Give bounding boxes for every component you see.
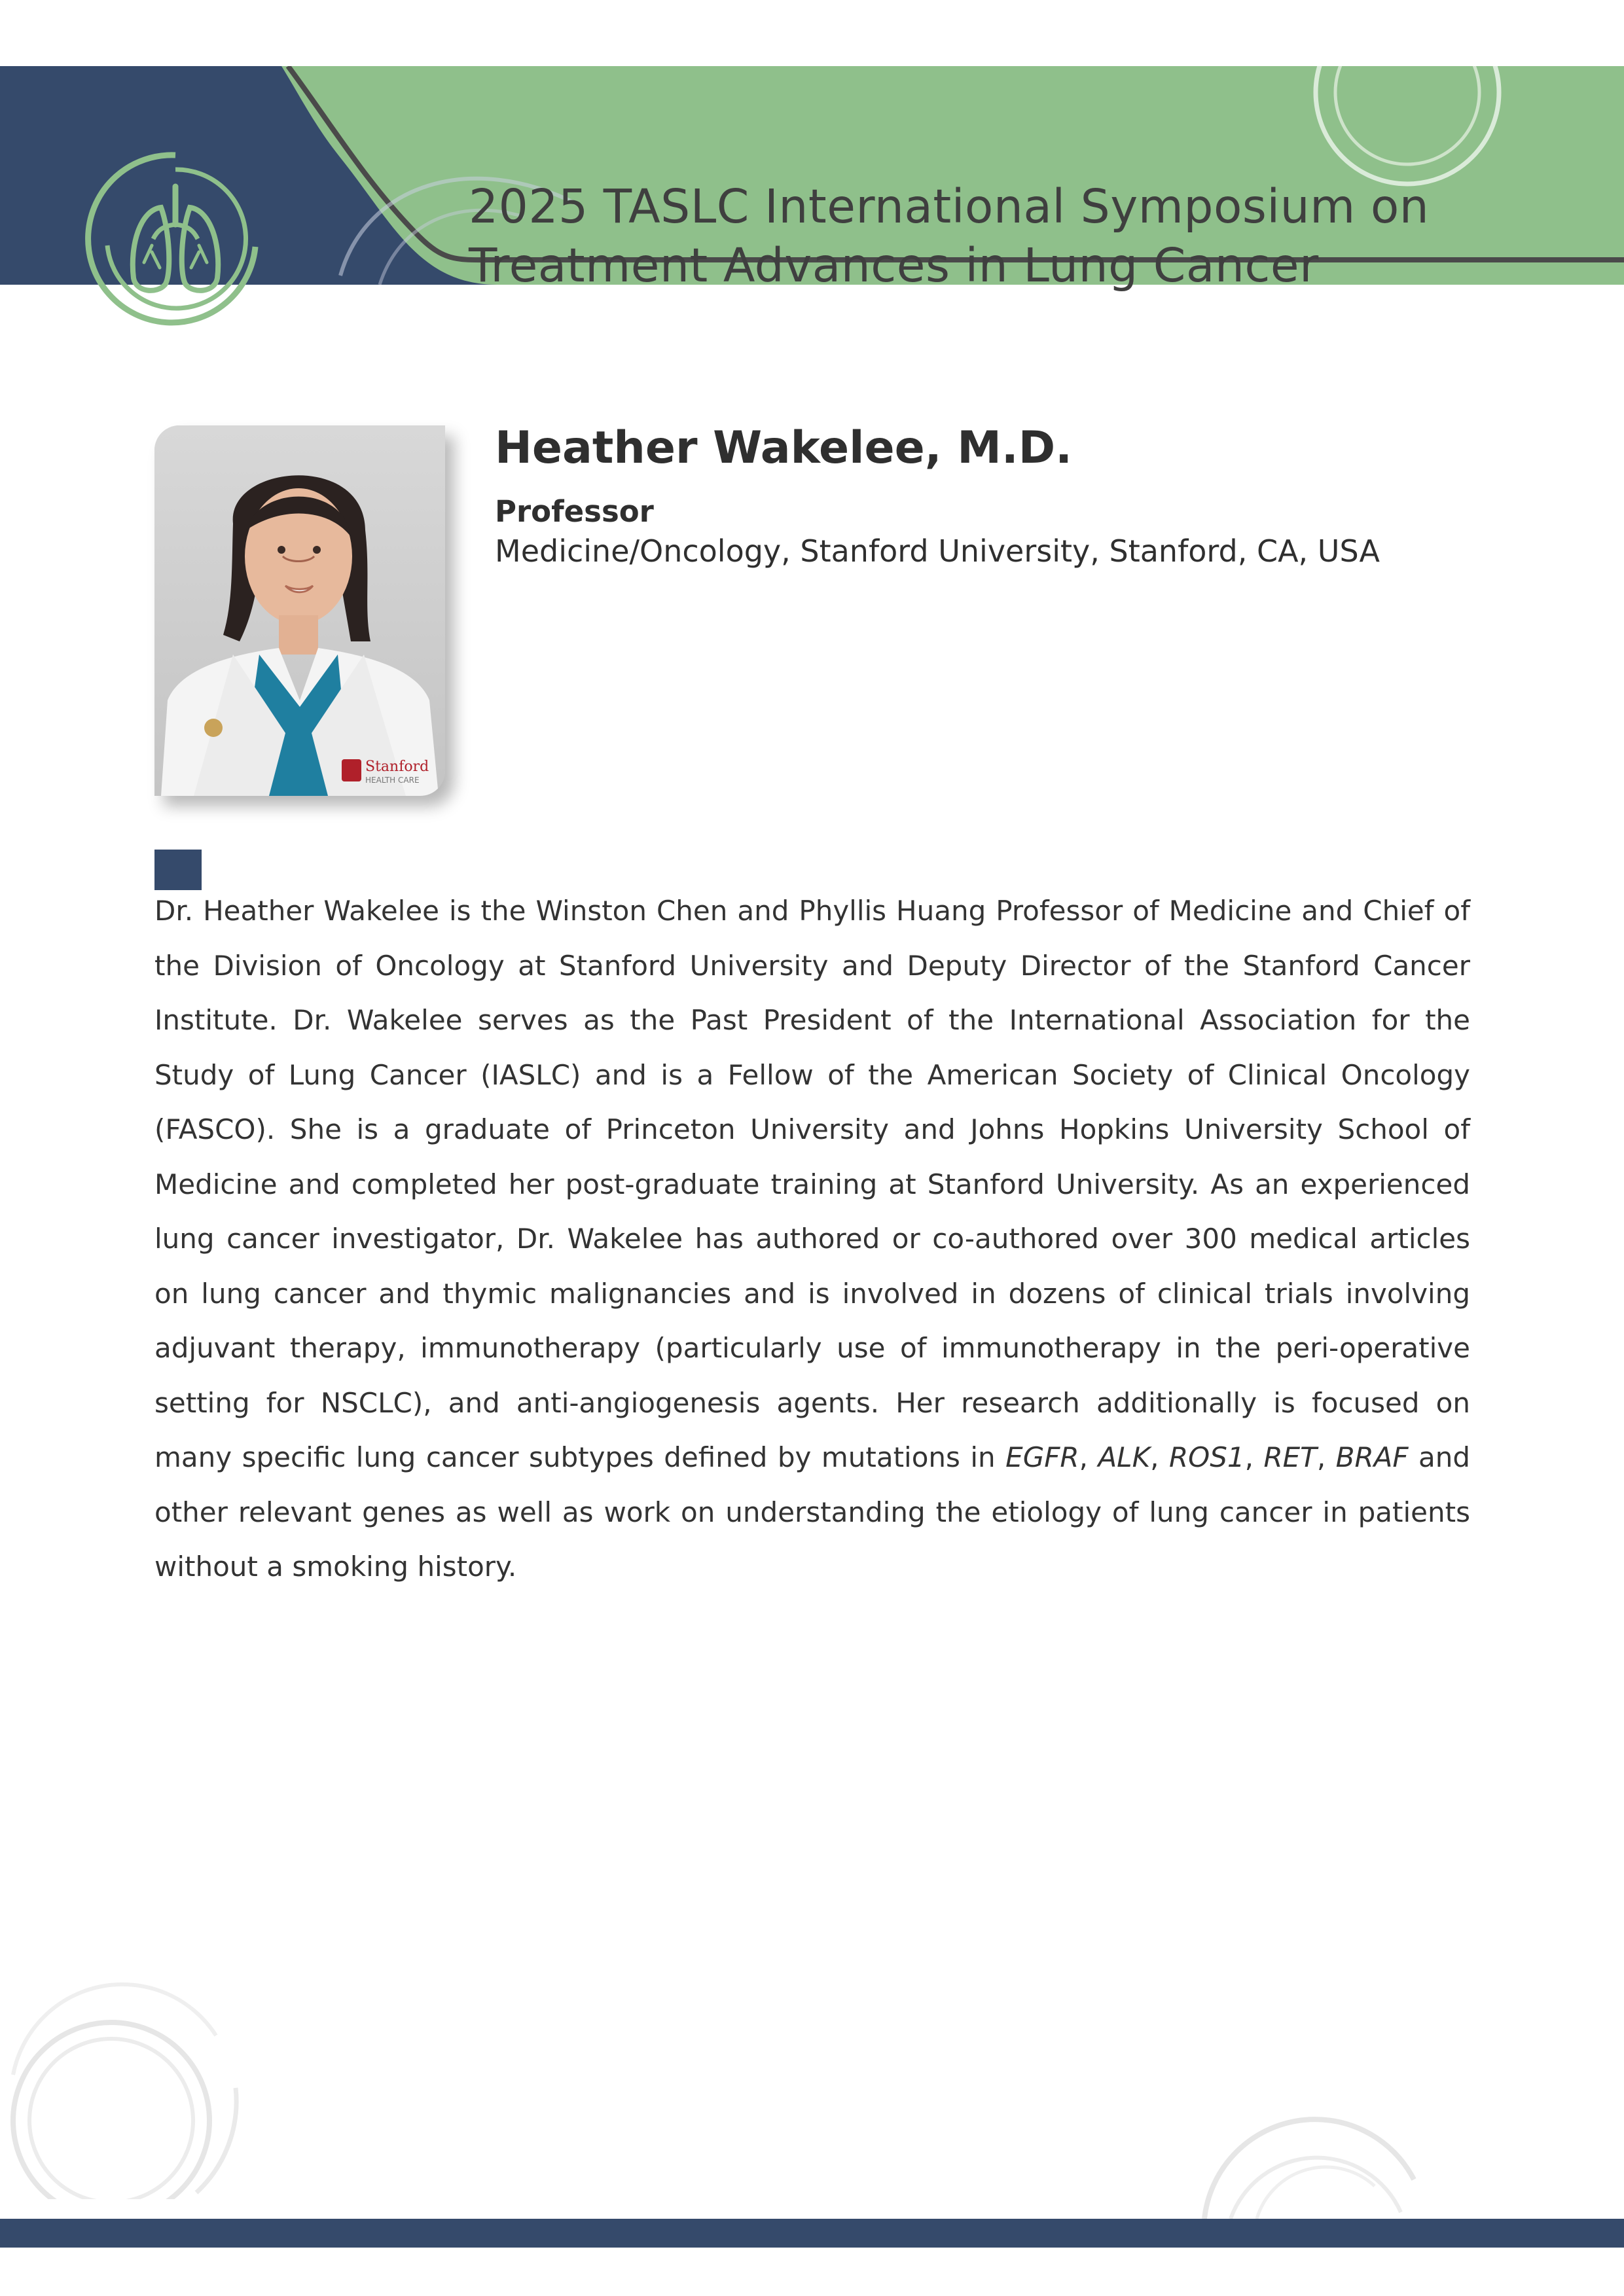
speaker-photo <box>154 425 445 796</box>
event-title <box>469 177 1608 295</box>
bio-sep3: , <box>1244 1441 1264 1473</box>
speaker-title: Professor <box>495 494 654 529</box>
speaker-portrait <box>154 425 445 796</box>
event-title-line1: 2025 TASLC International Symposium on <box>469 179 1430 234</box>
decorative-circles-left <box>0 1977 275 2199</box>
gene-egfr: EGFR <box>1005 1441 1079 1473</box>
event-title-line2: Treatment Advances in Lung Cancer <box>469 238 1319 293</box>
header-banner <box>0 66 1624 293</box>
footer-bar <box>0 2219 1624 2248</box>
gene-ret: RET <box>1263 1441 1317 1473</box>
badge-text: Stanford <box>365 759 429 775</box>
bio-sep4: , <box>1316 1441 1336 1473</box>
speaker-biography <box>154 884 1470 1594</box>
speaker-affiliation: Medicine/Oncology, Stanford University, Stanford, CA, USA <box>495 533 1380 569</box>
decorative-circles-right <box>1178 2081 1492 2219</box>
bio-sep2: , <box>1150 1441 1169 1473</box>
bio-text-part2: and other relevant genes as well as work on understanding the etiology of lung cancer in patients without a smoking history. <box>154 1441 1471 1583</box>
lungs-icon <box>84 147 267 337</box>
gene-braf: BRAF <box>1335 1441 1409 1473</box>
bio-text-part1: Dr. Heather Wakelee is the Winston Chen and Phyllis Huang Professor of Medicine and Chief of the Division of Oncology at Stanford University and Deputy Director of the Stanford Cancer Institute. Dr. Wakelee serves as the Past President of the International Association for the Study of Lung Cancer (IASLC) and is a Fellow of the American Society of Clinical Oncology (FASCO). She is a graduate of Princeton University and Johns Hopkins University School of Medicine and completed her post-graduate training at Stanford University. As an experienced lung cancer investigator, Dr. Wakelee has authored or co-authored over 300 medical articles on lung cancer and thymic malignancies and is involved in dozens of clinical trials involving adjuvant therapy, immunotherapy (particularly use of immunotherapy in the peri-operative setting for NSCLC), and anti-angiogenesis agents. Her research additionally is focused on many specific lung cancer subtypes defined by mutations in <box>154 895 1470 1473</box>
speaker-name: Heather Wakelee, M.D. <box>495 422 1072 474</box>
gene-alk: ALK <box>1098 1441 1151 1473</box>
badge-subtext: HEALTH CARE <box>365 776 420 785</box>
bio-sep1: , <box>1079 1441 1098 1473</box>
gene-ros1: ROS1 <box>1168 1441 1245 1473</box>
